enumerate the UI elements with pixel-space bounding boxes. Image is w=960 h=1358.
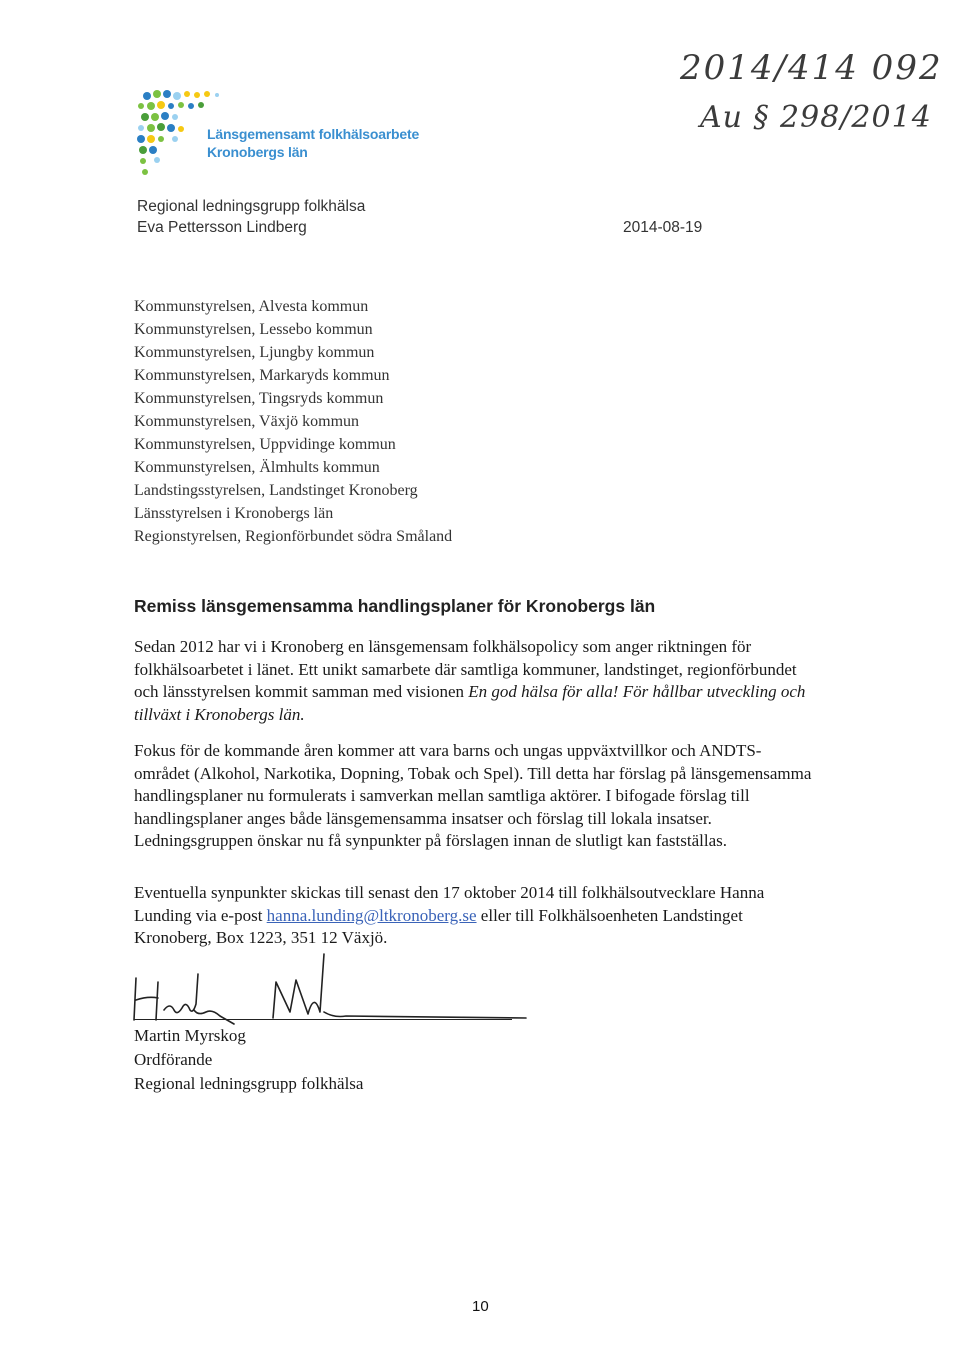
signer-group: Regional ledningsgrupp folkhälsa bbox=[134, 1074, 364, 1093]
recipient: Kommunstyrelsen, Uppvidinge kommun bbox=[134, 436, 396, 453]
sender-organization: Regional ledningsgrupp folkhälsa bbox=[137, 198, 366, 215]
logo-line2: Kronobergs län bbox=[207, 144, 308, 160]
diary-number: 2014/414 092 bbox=[680, 48, 943, 88]
page-number: 10 bbox=[472, 1298, 489, 1315]
logo-line1: Länsgemensamt folkhälsoarbete bbox=[207, 126, 420, 142]
recipient: Regionstyrelsen, Regionförbundet södra Småland bbox=[134, 528, 453, 545]
recipient: Kommunstyrelsen, Lessebo kommun bbox=[134, 321, 373, 338]
body-paragraph-1 bbox=[134, 636, 814, 726]
recipient: Landstingsstyrelsen, Landstinget Kronoberg bbox=[134, 482, 418, 499]
recipient: Kommunstyrelsen, Ljungby kommun bbox=[134, 344, 375, 361]
recipient: Kommunstyrelsen, Växjö kommun bbox=[134, 413, 360, 430]
logo-dots-icon bbox=[135, 88, 435, 198]
para1-text: Sedan 2012 har vi i Kronoberg en länsgemensam folkhälsopolicy som anger riktningen för folkhälsoarbetet i länet. Ett unikt samarbete där samtliga kommuner, landstinget, regionförbundet och länsstyrelsen kommit samman med visionen bbox=[134, 637, 797, 701]
diary-reference: Au § 298/2014 bbox=[700, 100, 932, 135]
handwritten-signature bbox=[128, 952, 528, 1032]
sender-name: Eva Pettersson Lindberg bbox=[137, 219, 307, 236]
body-paragraph-2: Fokus för de kommande åren kommer att vara barns och ungas uppväxtvillkor och ANDTS-området (Alkohol, Narkotika, Dopning, Tobak och Spel). Till detta har förslag på länsgemensamma handlingsplaner nu formulerats i samverkan mellan samtliga aktörer. I bifogade förslag till handlingsplaner anges både länsgemensamma insatser och förslag till lokala insatser. Ledningsgruppen önskar nu få synpunkter på förslagen innan de slutligt kan fastställas. bbox=[134, 741, 812, 850]
recipient: Kommunstyrelsen, Tingsryds kommun bbox=[134, 390, 384, 407]
para3-text: Eventuella synpunkter skickas till senast den 17 oktober 2014 till folkhälsoutvecklare Hanna Lunding via e-post bbox=[134, 883, 765, 925]
signature-line bbox=[134, 1019, 512, 1020]
recipient: Kommunstyrelsen, Alvesta kommun bbox=[134, 298, 369, 315]
logo bbox=[135, 88, 435, 198]
recipient-list bbox=[134, 295, 452, 548]
recipient: Länsstyrelsen i Kronobergs län bbox=[134, 505, 334, 522]
signer-name: Martin Myrskog bbox=[134, 1026, 246, 1045]
vision-text: En god hälsa för alla! För hållbar utveckling och tillväxt i Kronobergs län. bbox=[134, 682, 806, 724]
body-paragraph-3 bbox=[134, 882, 814, 950]
recipient: Kommunstyrelsen, Markaryds kommun bbox=[134, 367, 390, 384]
recipient: Kommunstyrelsen, Älmhults kommun bbox=[134, 459, 380, 476]
letter-date: 2014-08-19 bbox=[623, 219, 703, 236]
signer-title: Ordförande bbox=[134, 1050, 213, 1069]
letter-subject: Remiss länsgemensamma handlingsplaner för Kronobergs län bbox=[134, 596, 656, 616]
para3-end-text: eller till Folkhälsoenheten Landstinget Kronoberg, Box 1223, 351 12 Växjö. bbox=[134, 905, 743, 947]
email-link[interactable]: hanna.lunding@ltkronoberg.se bbox=[266, 905, 477, 925]
